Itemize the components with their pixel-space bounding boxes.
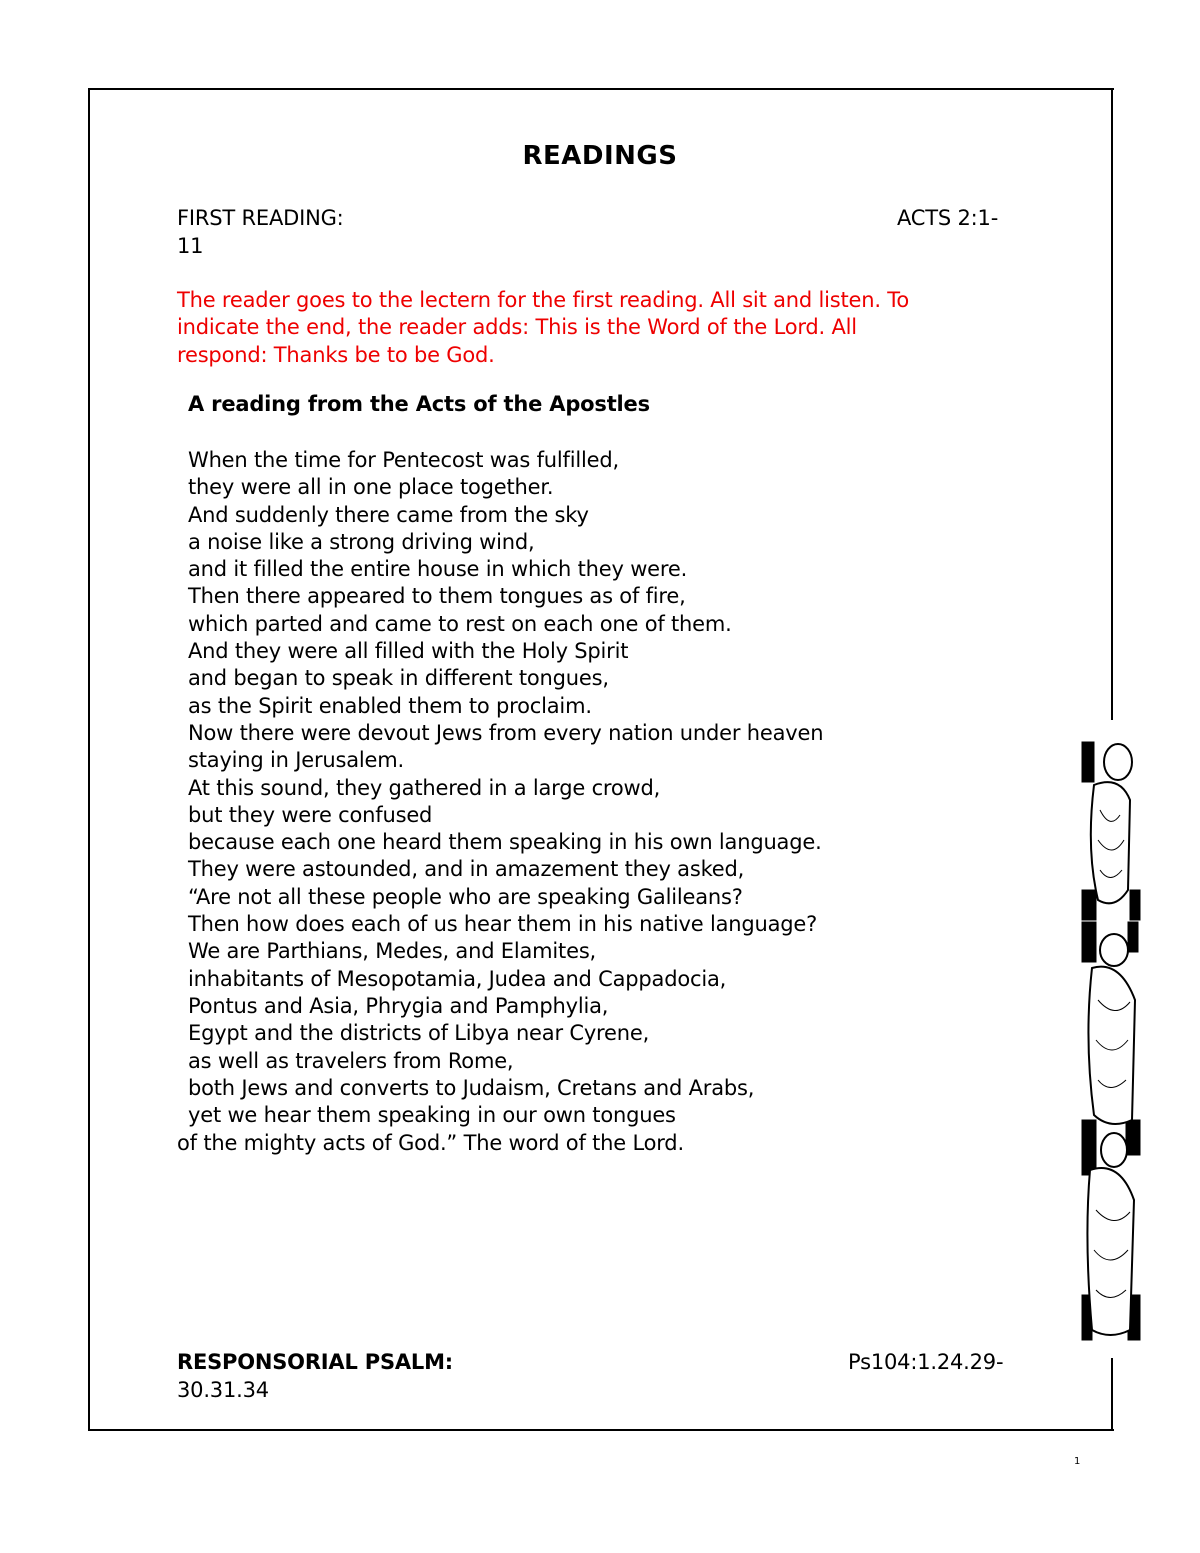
reading-line: When the time for Pentecost was fulfilled, [188,448,619,472]
reading-line: they were all in one place together. [188,475,554,500]
page-number: 1 [1074,1456,1081,1467]
reading-line: as well as travelers from Rome, [188,1048,514,1073]
page-border-left [88,88,90,1431]
reading-line: both Jews and converts to Judaism, Cretans and Arabs, [188,1075,755,1100]
reading-line: as the Spirit enabled them to proclaim. [188,693,592,718]
reading-last-line: of the mighty acts of God.” The word of the Lord. [177,1131,684,1155]
reading-line: Then how does each of us hear them in his native language? [188,912,818,937]
first-reading-reference: ACTS 2:1- [897,206,999,230]
reading-line: yet we hear them speaking in our own tongues [188,1103,676,1128]
page-border-bottom [88,1429,1114,1431]
psalm-reference: Ps104:1.24.29- [848,1350,1004,1374]
first-reading-reference-cont: 11 [177,234,204,258]
apostles-illustration [1080,740,1142,1346]
page-border-top [88,88,1114,90]
page-border-right [1111,88,1113,720]
reading-line: Pontus and Asia, Phrygia and Pamphylia, [188,993,609,1018]
first-reading-label: FIRST READING: [177,206,344,230]
reading-line: “Are not all these people who are speaking Galileans? [188,884,743,909]
reading-line: We are Parthians, Medes, and Elamites, [188,939,597,964]
reading-line: And suddenly there came from the sky [188,502,589,527]
psalm-reference-cont: 30.31.34 [177,1378,269,1402]
rubric-line: The reader goes to the lectern for the first reading. All sit and listen. To [177,288,909,312]
reading-text [188,447,823,1129]
reading-line: inhabitants of Mesopotamia, Judea and Cappadocia, [188,966,727,991]
page-title: READINGS [522,141,678,171]
reading-line: They were astounded, and in amazement they asked, [188,857,745,882]
reading-line: a noise like a strong driving wind, [188,529,535,554]
reading-heading: A reading from the Acts of the Apostles [188,392,650,416]
reading-line: and began to speak in different tongues, [188,666,609,691]
reading-line: Egypt and the districts of Libya near Cyrene, [188,1021,650,1046]
rubric-line: respond: Thanks be to be God. [177,343,495,367]
rubric-line: indicate the end, the reader adds: This is the Word of the Lord. All [177,315,857,339]
psalm-label: RESPONSORIAL PSALM: [177,1350,454,1374]
reading-line: because each one heard them speaking in his own language. [188,830,822,855]
reading-line: Now there were devout Jews from every nation under heaven [188,720,824,745]
reading-line: which parted and came to rest on each one of them. [188,611,732,636]
reading-line: Then there appeared to them tongues as of fire, [188,584,686,609]
page-border-right-lower [1111,1358,1113,1431]
reading-line: At this sound, they gathered in a large crowd, [188,775,661,800]
reading-line: and it filled the entire house in which they were. [188,557,688,582]
reading-line: staying in Jerusalem. [188,748,404,773]
reading-line: And they were all filled with the Holy Spirit [188,639,629,664]
reading-line: but they were confused [188,802,433,827]
